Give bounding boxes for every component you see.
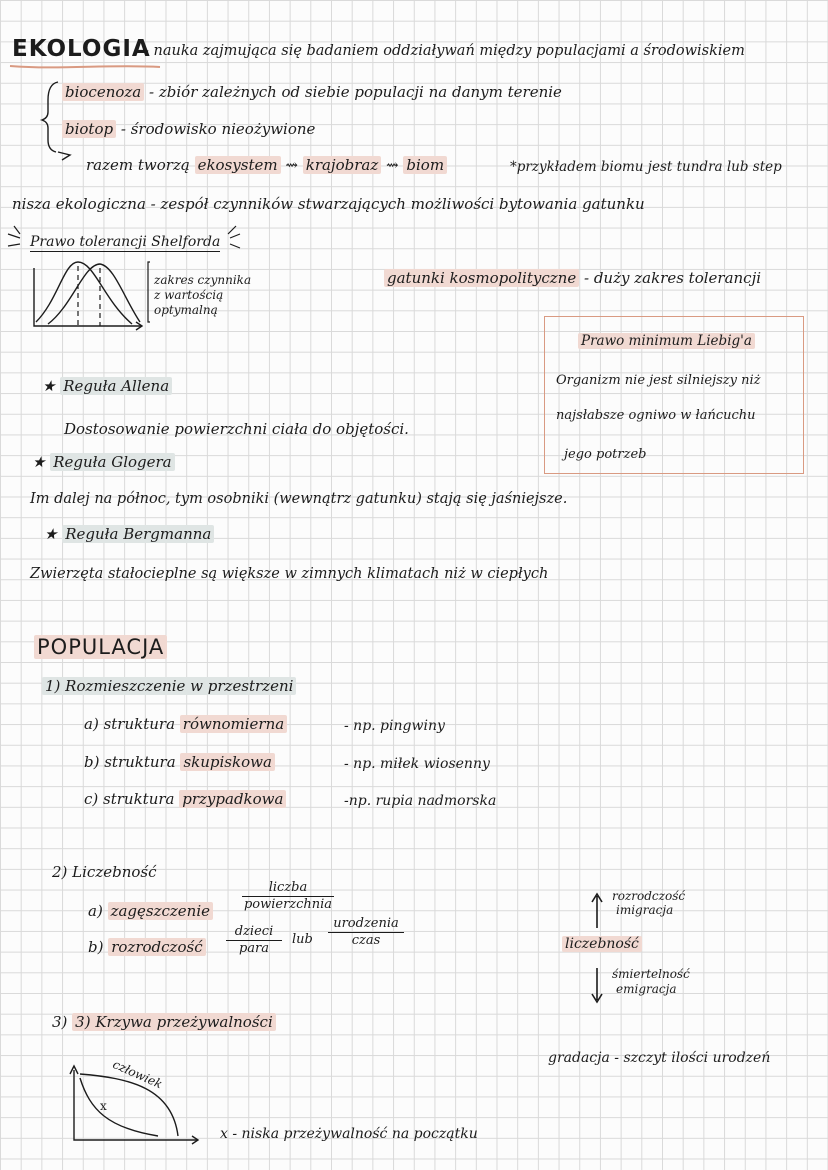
liebig-line-2: najsłabsze ogniwo w łańcuchu	[556, 408, 756, 423]
shelford-title: Prawo tolerancji Shelforda	[30, 234, 220, 252]
biocenoza-definition: - zbiór zależnych od siebie populacji na danym terenie	[149, 83, 562, 101]
zageszczenie-fraction	[242, 880, 334, 914]
structure-a-term: równomierna	[180, 715, 287, 733]
liczebnosc-center	[562, 936, 642, 952]
bergmann-heading	[44, 526, 214, 543]
rozrodczosc-fraction-1	[226, 924, 282, 958]
krzywa-title	[52, 1014, 276, 1031]
x-curve-mark: x	[100, 1099, 107, 1113]
rozrodczosc-line	[88, 939, 206, 956]
biotop-term: biotop	[62, 120, 116, 138]
biom-term: biom	[403, 156, 447, 174]
zageszczenie-prefix: a)	[88, 902, 103, 920]
populacja-title	[34, 635, 167, 659]
star-icon: ★	[42, 377, 61, 395]
structure-a-prefix: a) struktura	[84, 715, 176, 733]
up-label-2: imigracja	[616, 903, 674, 917]
liebig-line-1: Organizm nie jest silniejszy niż	[556, 373, 761, 388]
fraction-denominator: czas	[351, 933, 381, 949]
x-curve-description: x - niska przeżywalność na początku	[220, 1126, 478, 1142]
structure-a-example: - np. pingwiny	[344, 718, 445, 734]
biom-example	[510, 160, 782, 176]
fraction-denominator: powierzchnia	[243, 897, 333, 913]
nisza-definition: nisza ekologiczna - zespół czynników stwarzających możliwości bytowania gatunku	[12, 195, 645, 213]
zageszczenie-line	[88, 903, 213, 920]
populacja-title-text: POPULACJA	[34, 635, 167, 659]
page-title: EKOLOGIA	[12, 36, 151, 62]
fraction-numerator: dzieci	[226, 924, 282, 941]
krajobraz-term: krajobraz	[303, 156, 382, 174]
structure-a	[84, 716, 287, 733]
structure-c-example: -np. rupia nadmorska	[344, 793, 497, 809]
liebig-line-3: jego potrzeb	[564, 447, 647, 462]
liczebnosc-center-text: liczebność	[562, 936, 642, 952]
liebig-title	[578, 334, 755, 350]
star-icon: ★	[32, 453, 51, 471]
range-label-3: optymalną	[154, 303, 218, 317]
ekologia-definition: - nauka zajmująca się badaniem oddziaływań między populacjami a środowiskiem	[144, 43, 745, 59]
biocenoza-line	[62, 84, 562, 101]
ekosystem-term: ekosystem	[195, 156, 281, 174]
ekosystem-line	[86, 157, 447, 174]
fraction-numerator: urodzenia	[328, 916, 404, 933]
rozmieszczenie-title-text: 1) Rozmieszczenie w przestrzeni	[42, 677, 296, 695]
rozrodczosc-prefix: b)	[88, 938, 104, 956]
allen-heading	[42, 378, 172, 395]
bergmann-text: Zwierzęta stałocieplne są większe w zimnych klimatach niż w ciepłych	[30, 566, 549, 582]
star-icon: ★	[44, 525, 63, 543]
rozrodczosc-term: rozrodczość	[108, 938, 205, 956]
krzywa-title-text: 3) Krzywa przeżywalności	[72, 1013, 276, 1031]
liebig-title-text: Prawo minimum Liebig'a	[578, 333, 755, 349]
rozrodczosc-fraction-2	[328, 916, 404, 950]
biotop-line	[62, 121, 315, 138]
liczebnosc-title: 2) Liczebność	[52, 863, 157, 881]
up-label-1: rozrodczość	[612, 889, 686, 903]
allen-title: Reguła Allena	[60, 377, 172, 395]
gradacja-text: gradacja - szczyt ilości urodzeń	[548, 1050, 771, 1066]
razem-text: razem tworzą	[86, 156, 190, 174]
bergmann-title: Reguła Bergmanna	[62, 525, 214, 543]
structure-b-prefix: b) struktura	[84, 753, 176, 771]
range-label-2: z wartością	[154, 288, 224, 302]
structure-b	[84, 754, 275, 771]
krzywa-number: 3)	[52, 1013, 73, 1031]
structure-c-term: przypadkowa	[179, 790, 286, 808]
biotop-definition: - środowisko nieożywione	[120, 120, 316, 138]
structure-c-prefix: c) struktura	[84, 790, 175, 808]
survival-curve-graph	[0, 0, 1, 1]
rozmieszczenie-title	[42, 678, 296, 695]
fraction-denominator: para	[238, 941, 270, 957]
gloger-text: Im dalej na północ, tym osobniki (wewnątrz gatunku) stają się jaśniejsze.	[30, 491, 568, 507]
down-label-1: śmiertelność	[612, 967, 690, 981]
fraction-numerator: liczba	[242, 880, 334, 897]
squiggle-arrow-icon: ⇝	[386, 156, 399, 174]
czlowiek-label: człowiek	[110, 1057, 165, 1092]
structure-b-example: - np. miłek wiosenny	[344, 756, 490, 772]
allen-text: Dostosowanie powierzchni ciała do objętości.	[64, 420, 409, 438]
gloger-title: Reguła Glogera	[50, 453, 174, 471]
kosmopolityczne-term: gatunki kosmopolityczne	[384, 269, 579, 287]
gloger-heading	[32, 454, 175, 471]
down-label-2: emigracja	[616, 982, 677, 996]
structure-b-term: skupiskowa	[180, 753, 274, 771]
zageszczenie-term: zagęszczenie	[108, 902, 213, 920]
kosmopolityczne-line	[384, 270, 761, 287]
biocenoza-term: biocenoza	[62, 83, 144, 101]
squiggle-arrow-icon: ⇝	[285, 156, 298, 174]
lub-text: lub	[292, 932, 313, 947]
biom-example-text: przykładem biomu jest tundra lub step	[516, 159, 782, 175]
range-label-1: zakres czynnika	[154, 273, 252, 287]
kosmopolityczne-definition: - duży zakres tolerancji	[583, 269, 762, 287]
structure-c	[84, 791, 286, 808]
asterisk-icon: *	[510, 159, 517, 175]
